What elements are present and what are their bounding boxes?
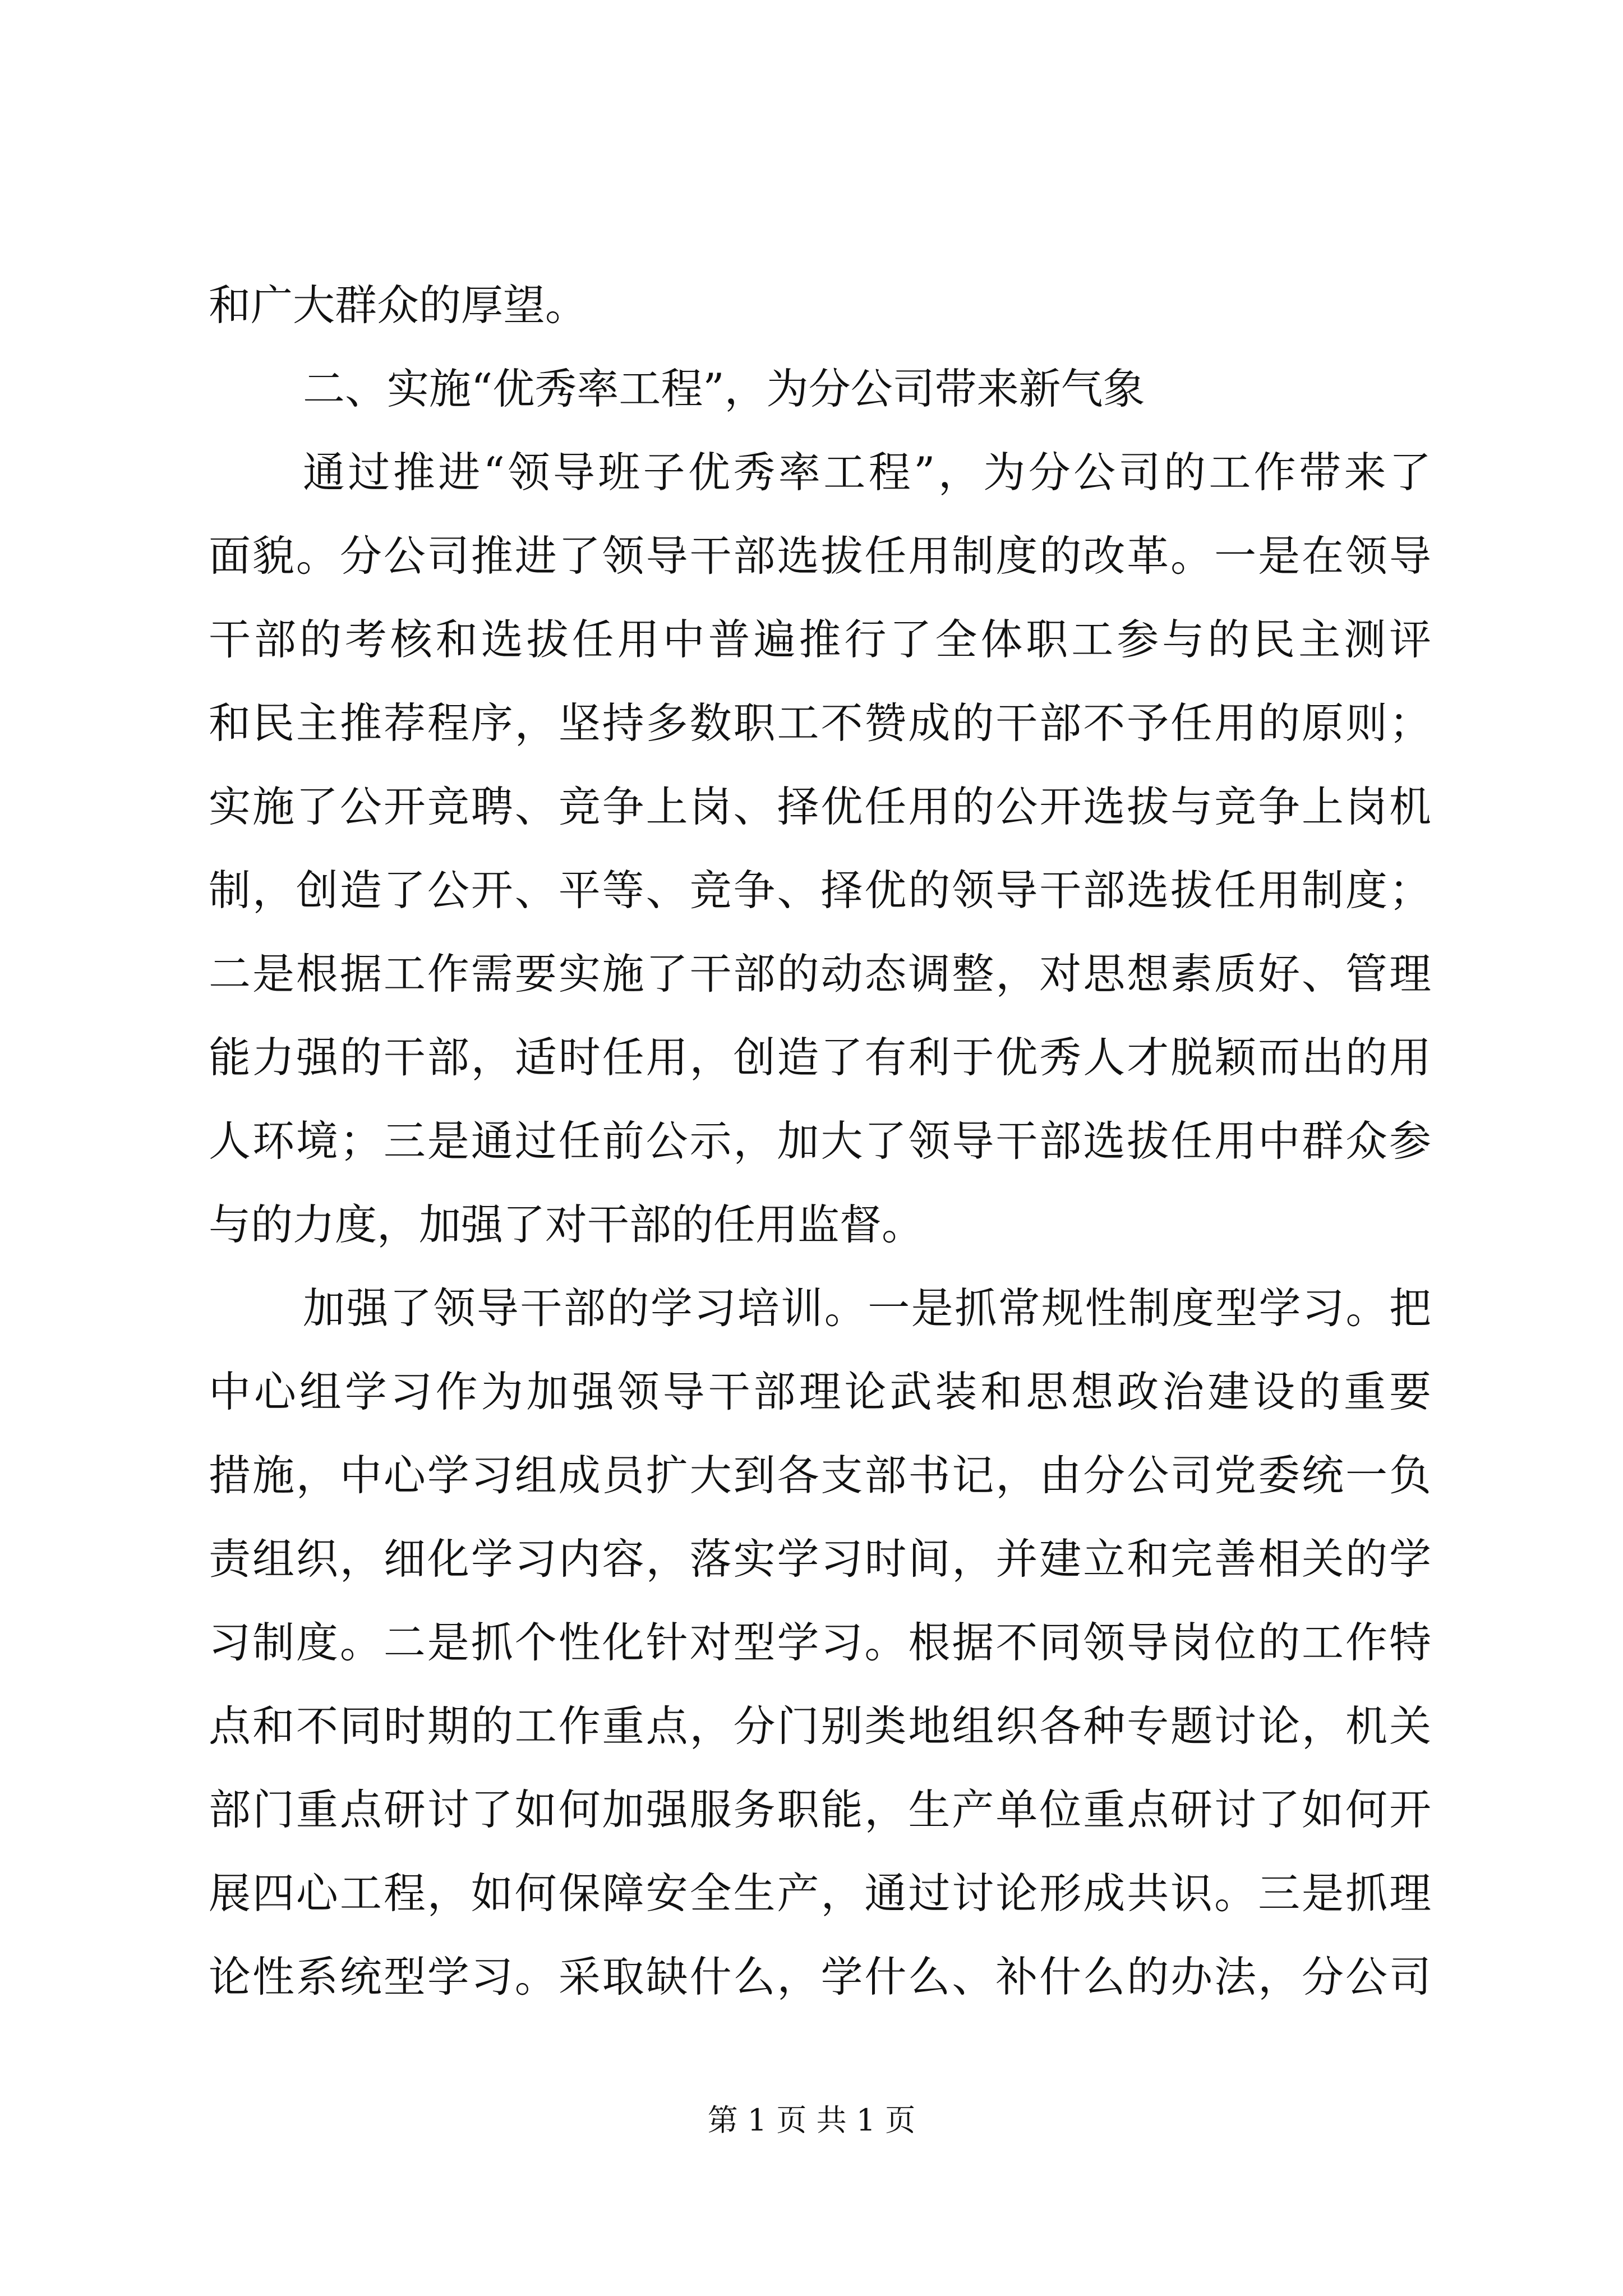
page-number: 第 1 页 共 1 页 bbox=[707, 2102, 916, 2138]
text-line: 通过推进“领导班子优秀率工程”，为分公司的工作带来了 bbox=[303, 448, 1431, 497]
text-line: 和广大群众的厚望。 bbox=[209, 280, 588, 330]
text-line: 点和不同时期的工作重点，分门别类地组织各种专题讨论，机关 bbox=[209, 1701, 1431, 1751]
text-line: 与的力度，加强了对干部的任用监督。 bbox=[209, 1200, 924, 1249]
text-line: 干部的考核和选拔任用中普遍推行了全体职工参与的民主测评 bbox=[209, 615, 1431, 664]
text-line: 能力强的干部，适时任用，创造了有利于优秀人才脱颖而出的用 bbox=[209, 1033, 1431, 1082]
text-line: 二是根据工作需要实施了干部的动态调整，对思想素质好、管理 bbox=[209, 949, 1431, 999]
page-footer bbox=[0, 2101, 1623, 2140]
text-line: 制，创造了公开、平等、竞争、择优的领导干部选拔任用制度； bbox=[209, 866, 1431, 915]
text-line: 习制度。二是抓个性化针对型学习。根据不同领导岗位的工作特 bbox=[209, 1618, 1431, 1667]
section-heading: 二、实施“优秀率工程”，为分公司带来新气象 bbox=[303, 364, 1145, 413]
text-line: 责组织，细化学习内容，落实学习时间，并建立和完善相关的学 bbox=[209, 1534, 1431, 1584]
text-line: 面貌。分公司推进了领导干部选拔任用制度的改革。一是在领导 bbox=[209, 531, 1431, 581]
body-text bbox=[209, 264, 1431, 2019]
text-line: 加强了领导干部的学习培训。一是抓常规性制度型学习。把 bbox=[303, 1283, 1431, 1333]
text-line: 和民主推荐程序，坚持多数职工不赞成的干部不予任用的原则； bbox=[209, 698, 1431, 748]
text-line: 展四心工程，如何保障安全生产，通过讨论形成共识。三是抓理 bbox=[209, 1869, 1431, 1918]
text-line: 中心组学习作为加强领导干部理论武装和思想政治建设的重要 bbox=[209, 1367, 1431, 1416]
text-line: 措施，中心学习组成员扩大到各支部书记，由分公司党委统一负 bbox=[209, 1451, 1431, 1500]
text-line: 论性系统型学习。采取缺什么，学什么、补什么的办法，分公司 bbox=[209, 1952, 1431, 2001]
text-line: 实施了公开竞聘、竞争上岗、择优任用的公开选拔与竞争上岗机 bbox=[209, 782, 1431, 831]
text-line: 人环境；三是通过任前公示，加大了领导干部选拔任用中群众参 bbox=[209, 1116, 1431, 1166]
text-line: 部门重点研讨了如何加强服务职能，生产单位重点研讨了如何开 bbox=[209, 1785, 1431, 1834]
